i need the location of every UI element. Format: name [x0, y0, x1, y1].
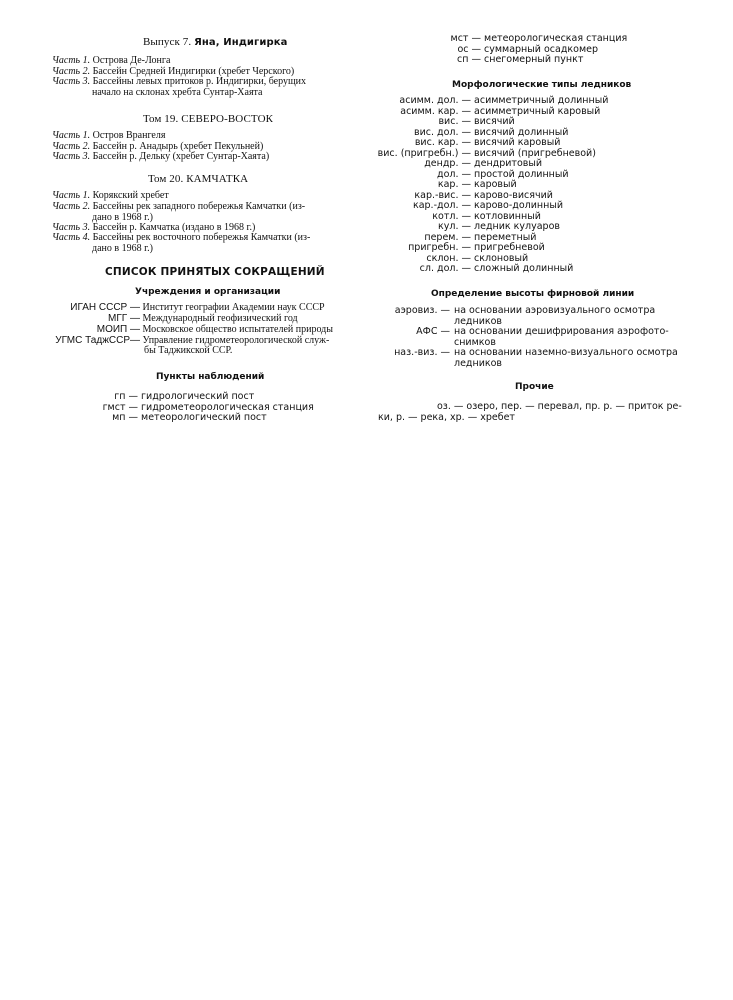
org-key: МОИП —	[96, 324, 140, 335]
vol20-part-1	[52, 190, 362, 201]
abbr-key: склон. —	[426, 252, 471, 264]
part-text: Бассейн р. Анадырь (хребет Пекульней)	[92, 141, 264, 152]
abbr-key: асимм. кар. —	[400, 105, 471, 117]
other-line-1: оз. — озеро, пер. — перевал, пр. р. — приток ре-	[437, 401, 682, 412]
part-text-continued: начало на склонах хребта Сунтар-Хаята	[92, 87, 263, 98]
firn-row	[370, 306, 720, 328]
abbr-value: метеорологическая станция	[484, 33, 628, 44]
abbr-value: простой долинный	[474, 168, 569, 180]
def-value-continued: снимков	[454, 336, 496, 348]
def-key: АФС —	[416, 326, 450, 337]
firn-row	[370, 327, 720, 349]
part-number: Часть 1.	[52, 55, 91, 66]
part-text: Бассейны рек восточного побережья Камчатки (из-	[92, 232, 311, 243]
org-row-continued: бы Таджикской ССР.	[144, 345, 233, 356]
abbr-value: гидрологический пост	[141, 391, 255, 402]
part-number: Часть 4.	[52, 232, 91, 243]
abbr-value: суммарный осадкомер	[484, 44, 598, 55]
part-number: Часть 2.	[52, 66, 91, 77]
org-value: Управление гидрометеорологической служ-	[142, 335, 330, 346]
abbr-value: висячий	[474, 116, 515, 127]
abbr-key: сп —	[457, 54, 481, 65]
org-row	[0, 302, 325, 313]
part-number: Часть 2.	[52, 201, 91, 212]
org-value: Московское общество испытателей природы	[142, 324, 333, 335]
part-number: Часть 3.	[52, 151, 91, 162]
part-text: Бассейны левых притоков р. Индигирки, берущих	[92, 76, 307, 87]
abbr-key: перем. —	[424, 231, 471, 243]
abbr-value: гидрометеорологическая станция	[141, 402, 314, 413]
org-key: ИГАН СССР —	[70, 302, 140, 313]
volume-7-name: Яна, Индигирка	[194, 37, 288, 48]
org-value: Институт географии Академии наук СССР	[142, 302, 325, 313]
abbr-value: каровый	[474, 179, 517, 190]
morph-row	[370, 264, 573, 275]
part-number: Часть 1.	[52, 130, 91, 141]
part-text-continued: дано в 1968 г.)	[92, 243, 153, 254]
abbr-value: висячий (пригребневой)	[474, 147, 596, 159]
abbr-key: дол. —	[437, 168, 471, 180]
vol20-part-4	[52, 232, 362, 254]
abbr-key: котл. —	[432, 210, 471, 222]
abbr-value: сложный долинный	[474, 263, 574, 274]
volume-7-title	[143, 36, 287, 48]
firn-row	[370, 348, 720, 370]
vol7-part-1	[52, 55, 362, 66]
abbr-value: котловинный	[474, 210, 541, 222]
abbr-value: асимметричный каровый	[474, 105, 601, 117]
vol20-part-2	[52, 201, 362, 223]
abbr-value: карово-долинный	[474, 200, 563, 211]
part-number: Часть 1.	[52, 190, 91, 201]
abbr-value: висячий долинный	[474, 126, 569, 138]
point-row	[0, 413, 267, 424]
volume-19-title: Том 19. СЕВЕРО-ВОСТОК	[143, 113, 274, 125]
part-text: Корякский хребет	[92, 190, 169, 201]
vol19-part-3	[52, 151, 362, 162]
def-value-continued: ледников	[454, 357, 503, 369]
vol19-part-1	[52, 130, 362, 141]
part-text: Бассейн р. Камчатка (издано в 1968 г.)	[92, 222, 256, 233]
abbr-value: висячий каровый	[474, 137, 561, 148]
abbr-key: мст —	[450, 33, 481, 44]
vol7-part-3	[52, 76, 362, 98]
def-value: на основании аэровизуального осмотра	[454, 305, 656, 316]
point-row	[0, 392, 254, 403]
abbr-key: вис. —	[438, 116, 471, 127]
abbr-key: вис. (пригребн.) —	[377, 147, 471, 159]
firn-heading: Определение высоты фирновой линии	[431, 289, 635, 299]
part-number: Часть 3.	[52, 76, 91, 87]
volume-20-title: Том 20. КАМЧАТКА	[148, 173, 249, 185]
abbr-value: карово-висячий	[474, 189, 553, 201]
abbr-key: вис. кар. —	[414, 137, 471, 148]
def-value-block	[454, 306, 716, 327]
abbreviations-heading: СПИСОК ПРИНЯТЫХ СОКРАЩЕНИЙ	[105, 266, 325, 278]
point-row	[370, 34, 627, 45]
abbr-key: сл. дол. —	[419, 263, 471, 274]
def-key: аэровиз. —	[394, 305, 450, 316]
def-value-block	[454, 327, 716, 348]
part-text: Бассейн р. Дельку (хребет Сунтар-Хаята)	[92, 151, 270, 162]
abbr-value: дендритовый	[474, 158, 543, 169]
other-heading: Прочие	[515, 382, 554, 392]
abbr-value: асимметричный долинный	[474, 95, 609, 106]
def-value-continued: ледников	[454, 315, 503, 327]
def-key: наз.-виз. —	[394, 347, 450, 358]
abbr-value: склоновый	[474, 252, 529, 264]
def-value: на основании дешифрирования аэрофото-	[454, 326, 669, 337]
part-text: Бассейн Средней Индигирки (хребет Черского)	[92, 66, 295, 77]
abbr-value: пригребневой	[474, 242, 545, 253]
abbr-key: вис. дол. —	[413, 126, 471, 138]
part-text: Бассейны рек западного побережья Камчатки (из-	[92, 201, 306, 212]
part-number: Часть 2.	[52, 141, 91, 152]
abbr-key: гмст —	[102, 402, 138, 413]
abbr-key: асимм. дол. —	[399, 95, 471, 106]
points-heading: Пункты наблюдений	[156, 372, 265, 382]
abbr-value: переметный	[474, 231, 537, 243]
point-row	[370, 55, 583, 66]
volume-7-prefix: Выпуск 7.	[143, 36, 192, 48]
part-text: Острова Де-Лонга	[92, 55, 171, 66]
org-key: МГГ —	[108, 313, 140, 324]
abbr-key: гп —	[114, 391, 138, 402]
org-row	[0, 324, 333, 335]
abbr-key: кар.-вис. —	[414, 189, 471, 201]
morph-heading: Морфологические типы ледников	[452, 80, 632, 90]
part-text-continued: дано в 1968 г.)	[92, 212, 153, 223]
abbr-value: метеорологический пост	[141, 412, 267, 423]
abbr-key: кар. —	[437, 179, 471, 190]
abbr-key: кул. —	[438, 221, 471, 232]
abbr-key: дендр. —	[424, 158, 471, 169]
abbr-key: ос —	[457, 44, 481, 55]
abbr-key: кар.-дол. —	[412, 200, 471, 211]
org-row	[0, 313, 298, 324]
part-text: Остров Врангеля	[92, 130, 166, 141]
abbr-key: пригребн. —	[408, 242, 471, 253]
def-value: на основании наземно-визуального осмотра	[454, 347, 678, 358]
orgs-heading: Учреждения и организации	[135, 287, 281, 297]
abbr-value: ледник кулуаров	[474, 221, 560, 232]
org-value: Международный геофизический год	[142, 313, 298, 324]
abbr-key: мп —	[112, 412, 138, 423]
def-value-block	[454, 348, 716, 369]
org-key: УГМС ТаджССР—	[55, 335, 140, 346]
abbr-value: снегомерный пункт	[484, 54, 584, 65]
part-number: Часть 3.	[52, 222, 91, 233]
other-line-2: ки, р. — река, хр. — хребет	[378, 412, 515, 423]
